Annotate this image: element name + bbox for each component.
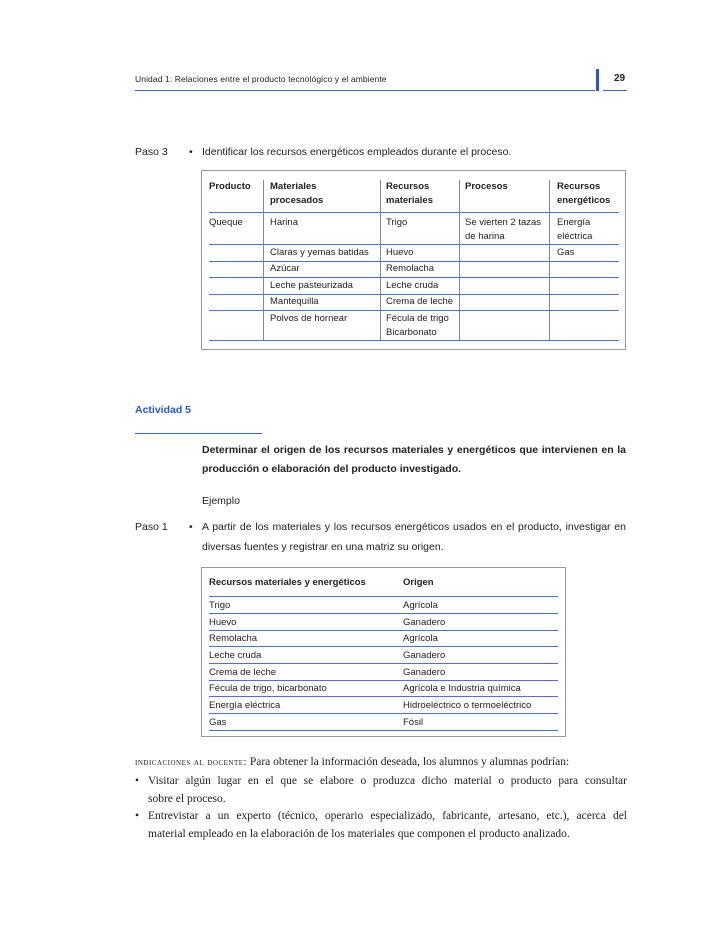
page-number: 29 — [614, 73, 626, 84]
table2-row-rule — [209, 663, 558, 664]
table1-cell: Energía eléctrica — [557, 217, 593, 242]
table2-cell: Ganadero — [403, 650, 446, 661]
activity-rule — [135, 433, 262, 434]
table2-cell: Ganadero — [403, 617, 446, 628]
paso1-line2: diversas fuentes y registrar en una matriz su origen. — [202, 541, 444, 553]
table2-header-resources: Recursos materiales y energéticos — [209, 577, 366, 588]
table1-row-rule — [209, 340, 619, 341]
header-rule — [135, 90, 595, 91]
table1-cell: Leche cruda — [386, 280, 439, 291]
table2-row-rule — [209, 730, 558, 731]
table1-cell: Azúcar — [270, 263, 300, 274]
table2-cell: Agrícola e Industria química — [403, 683, 521, 694]
table1-header-producto: Producto — [209, 181, 251, 192]
table1-cell: Crema de leche — [386, 296, 454, 307]
bullet-icon: • — [135, 775, 140, 787]
table1-cell: Trigo — [386, 217, 408, 228]
running-header: Unidad 1: Relaciones entre el producto tecnológico y el ambiente — [135, 74, 387, 84]
table1-header-recursos-energeticos: Recursos energéticos — [557, 181, 611, 206]
paso1-bullet: • — [189, 521, 193, 533]
table1-row-rule — [209, 277, 619, 278]
paso3-bullet: • — [189, 146, 193, 158]
table2-header-origin: Origen — [403, 577, 434, 588]
table2-row-rule — [209, 696, 558, 697]
table1-cell: Queque — [209, 217, 243, 228]
table1-cell: Harina — [270, 217, 298, 228]
table1-header-rule — [209, 212, 619, 213]
table1-cell: Mantequilla — [270, 296, 319, 307]
table2-cell: Leche cruda — [209, 650, 262, 661]
table2-cell: Hidroeléctrico o termoeléctrico — [403, 700, 532, 711]
table2-row-rule — [209, 613, 558, 614]
table1-col-divider — [263, 180, 264, 340]
teacher-note-bullet2-line1: Entrevistar a un experto (técnico, operario especializado, fabricante, artesano, etc.), acerca del — [148, 810, 627, 822]
table2-cell: Crema de leche — [209, 667, 277, 678]
table2-row-rule — [209, 680, 558, 681]
table2-row-rule — [209, 630, 558, 631]
table1-header-procesos: Procesos — [465, 181, 508, 192]
teacher-note-bullet2-line2: material empleado en la elaboración de los materiales que componen el producto analizado. — [148, 828, 570, 840]
table2-row-rule — [209, 646, 558, 647]
table1-col-divider — [549, 180, 550, 340]
table2-cell: Agrícola — [403, 633, 438, 644]
teacher-note-bullet1-line1: Visitar algún lugar en el que se elabore o produzca dicho material o producto para consultar — [148, 775, 627, 787]
table1-cell: Leche pasteurizada — [270, 280, 353, 291]
activity-lead-line1: Determinar el origen de los recursos materiales y energéticos que intervienen en la — [202, 444, 626, 456]
paso3-text: Identificar los recursos energéticos empleados durante el proceso. — [202, 146, 512, 158]
table2-cell: Trigo — [209, 600, 231, 611]
teacher-note-intro: indicaciones al docente: Para obtener la información deseada, los alumnos y alumnas podrían: — [135, 756, 570, 768]
table1-col-divider — [380, 180, 381, 340]
table2-cell: Fósil — [403, 717, 424, 728]
table2-row-rule — [209, 713, 558, 714]
page-number-rule — [603, 90, 627, 91]
bullet-icon: • — [135, 810, 140, 822]
paso3-label: Paso 3 — [135, 146, 168, 158]
teacher-note-label: indicaciones al docente: — [135, 757, 247, 768]
table2-cell: Remolacha — [209, 633, 258, 644]
table2-cell: Gas — [209, 717, 227, 728]
header-accent-bar — [596, 69, 599, 91]
table1-cell: Gas — [557, 247, 575, 258]
table1-row-rule — [209, 244, 619, 245]
table2-cell: Agrícola — [403, 600, 438, 611]
table2-cell: Ganadero — [403, 667, 446, 678]
table2-cell: Huevo — [209, 617, 237, 628]
paso1-line1: A partir de los materiales y los recursos energéticos usados en el producto, investigar en — [202, 521, 626, 533]
table1-header-recursos-materiales: Recursos materiales — [386, 181, 434, 206]
example-heading: Ejemplo — [202, 495, 240, 507]
table1-cell: Fécula de trigo Bicarbonato — [386, 313, 449, 338]
table1-cell: Se vierten 2 tazas de harina — [465, 217, 542, 242]
table1-row-rule — [209, 310, 619, 311]
paso1-label: Paso 1 — [135, 521, 168, 533]
activity-lead-line2: producción o elaboración del producto investigado. — [202, 463, 462, 475]
table1-cell: Remolacha — [386, 263, 435, 274]
table1-cell: Huevo — [386, 247, 414, 258]
table2-cell: Energía eléctrica — [209, 700, 281, 711]
table2-header-rule — [209, 596, 558, 597]
table1-header-materiales: Materiales procesados — [270, 181, 324, 206]
table1-col-divider — [459, 180, 460, 340]
activity-title: Actividad 5 — [135, 404, 192, 416]
table2-cell: Fécula de trigo, bicarbonato — [209, 683, 327, 694]
teacher-note-bullet1-line2: sobre el proceso. — [148, 793, 226, 805]
table1-cell: Claras y yemas batidas — [270, 247, 369, 258]
table1-cell: Polvos de hornear — [270, 313, 348, 324]
